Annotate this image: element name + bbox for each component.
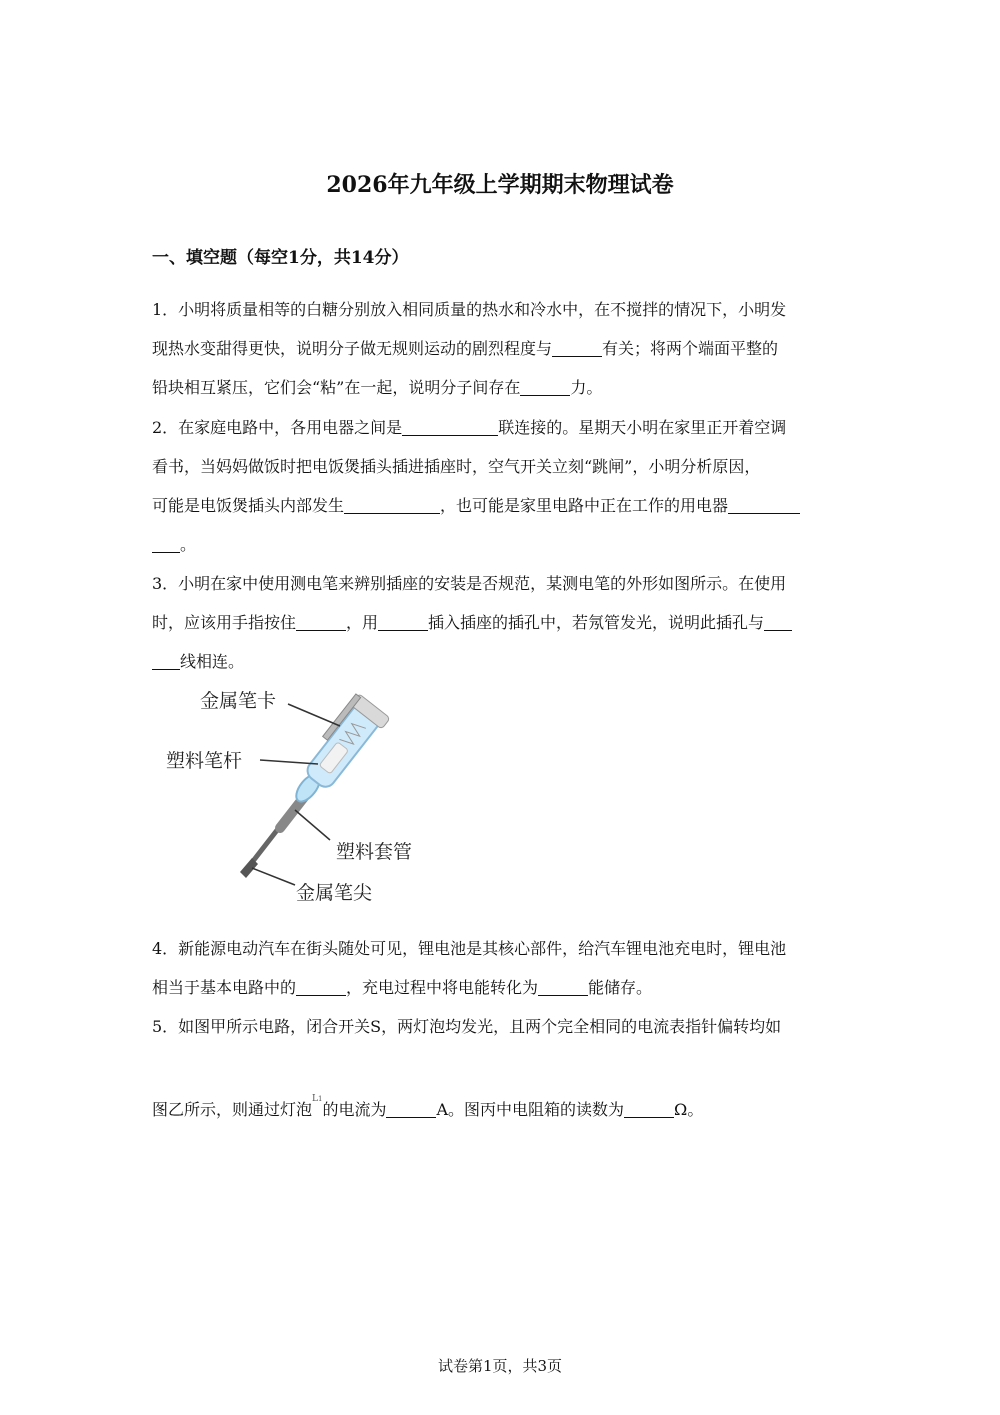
answer-blank[interactable] [520, 379, 570, 396]
answer-blank[interactable] [378, 614, 428, 631]
q2-line2: 看书，当妈妈做饭时把电饭煲插头插进插座时，空气开关立刻“跳闸”，小明分析原因， [152, 457, 761, 476]
q1-line1: 1．小明将质量相等的白糖分别放入相同质量的热水和冷水中，在不搅拌的情况下，小明发 [152, 300, 787, 319]
leader-line [288, 704, 340, 726]
lamp-symbol: L1 [312, 1094, 323, 1104]
answer-blank[interactable] [344, 497, 440, 514]
q5-line2: 图乙所示，则通过灯泡$^{L1}$的电流为 A。图丙中电阻箱的读数为 Ω。 [152, 1094, 704, 1119]
page-title: 2026年九年级上学期期末物理试卷 [326, 172, 674, 198]
answer-blank[interactable] [152, 536, 180, 553]
q1-line3: 铅块相互紧压，它们会“粘”在一起，说明分子间存在 力。 [152, 378, 603, 397]
section-heading: 一、填空题（每空1分，共14分） [152, 248, 409, 268]
q2-line1: 2．在家庭电路中，各用电器之间是 联连接的。星期天小明在家里正开着空调 [152, 418, 787, 437]
answer-blank[interactable] [728, 497, 800, 514]
q3-line3: 线相连。 [152, 642, 852, 681]
label-plastic-barrel: 塑料笔杆 [166, 750, 243, 772]
test-pen-illustration [160, 680, 460, 910]
q2-line3: 可能是电饭煲插头内部发生 ，也可能是家里电路中正在工作的用电器 [152, 486, 852, 525]
leader-line [295, 810, 330, 840]
label-plastic-sleeve: 塑料套管 [336, 841, 413, 863]
answer-blank[interactable] [152, 653, 180, 670]
answer-blank[interactable] [764, 614, 792, 631]
answer-blank[interactable] [296, 614, 346, 631]
question-5 [152, 1007, 852, 1129]
q2-line4: 。 [152, 525, 852, 564]
page-footer: 试卷第1页，共3页 [437, 1357, 563, 1375]
label-metal-clip: 金属笔卡 [200, 690, 277, 712]
question-2 [152, 408, 852, 564]
answer-blank[interactable] [552, 340, 602, 357]
answer-blank[interactable] [538, 979, 588, 996]
q5-line1: 5．如图甲所示电路，闭合开关S，两灯泡均发光，且两个完全相同的电流表指针偏转均如 [152, 1017, 782, 1036]
question-1 [152, 290, 852, 407]
answer-blank[interactable] [386, 1101, 436, 1118]
leader-line [260, 760, 318, 764]
label-metal-tip: 金属笔尖 [296, 882, 373, 904]
q3-line1: 3．小明在家中使用测电笔来辨别插座的安装是否规范，某测电笔的外形如图所示。在使用 [152, 574, 787, 593]
question-4 [152, 929, 852, 1007]
answer-blank[interactable] [624, 1101, 674, 1118]
q4-line2: 相当于基本电路中的 ，充电过程中将电能转化为 能储存。 [152, 978, 653, 997]
q3-line2: 时，应该用手指按住 ，用 插入插座的插孔中，若氖管发光，说明此插孔与 [152, 603, 852, 642]
leader-line [252, 868, 295, 885]
question-3 [152, 564, 852, 681]
test-pen-figure [160, 680, 460, 910]
q1-line2: 现热水变甜得更快，说明分子做无规则运动的剧烈程度与 有关；将两个端面平整的 [152, 339, 779, 358]
q4-line1: 4．新能源电动汽车在街头随处可见，锂电池是其核心部件，给汽车锂电池充电时，锂电池 [152, 939, 787, 958]
answer-blank[interactable] [402, 419, 498, 436]
answer-blank[interactable] [296, 979, 346, 996]
